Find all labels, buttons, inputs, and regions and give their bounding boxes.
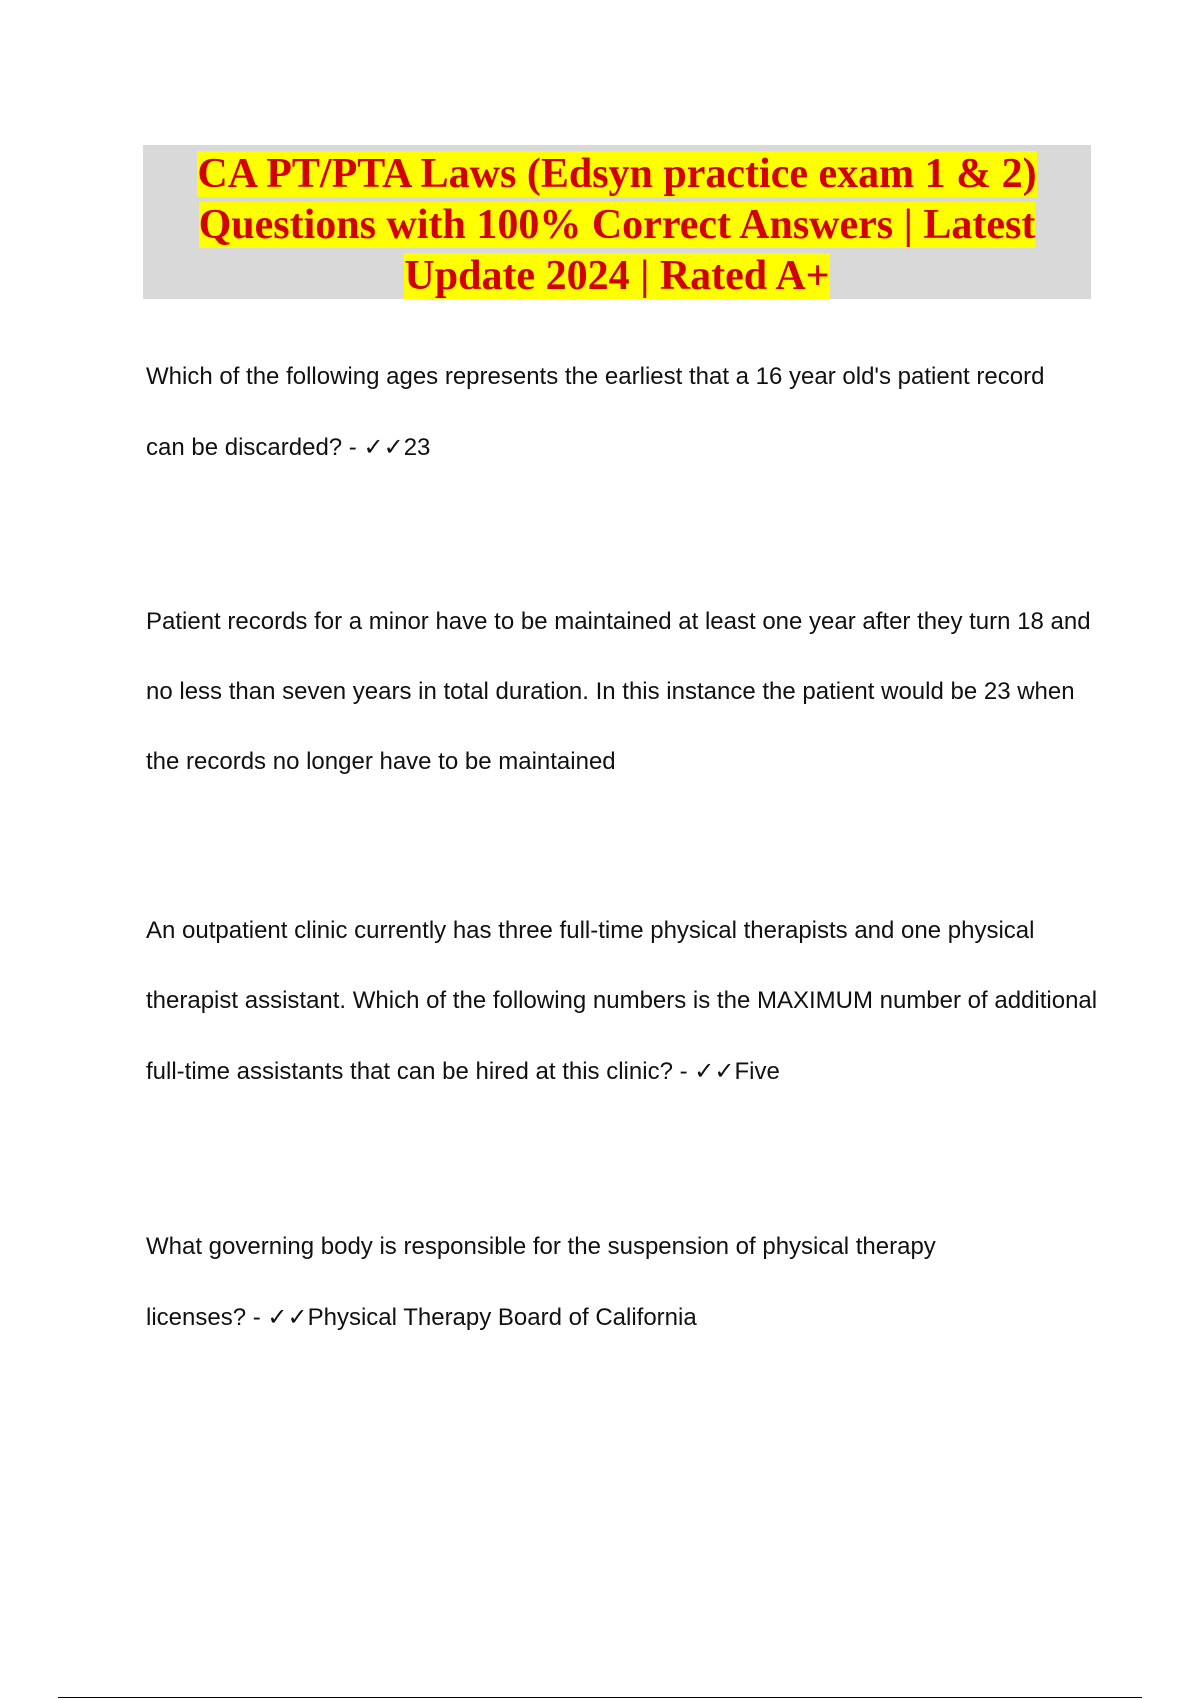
answer-1: 23	[403, 434, 431, 461]
explanation-1-text: Patient records for a minor have to be maintained at least one year after they turn 18 and no less than seven years in total duration. In this instance the patient would be 23 when the records no longer have to be maintained	[146, 608, 1091, 775]
checkmark-icon: ✓✓	[363, 433, 404, 461]
question-2-text: An outpatient clinic currently has three full-time physical therapists and one physical therapist assistant. Which of the following numbers is the MAXIMUM number of additional full-time assistants that can be hired at this clinic? -	[146, 917, 1098, 1085]
explanation-1	[146, 587, 1106, 797]
checkmark-icon: ✓✓	[267, 1303, 308, 1331]
title-line-2: Questions with 100% Correct Answers | Latest	[198, 202, 1036, 248]
title-line-3: Update 2024 | Rated A+	[404, 253, 830, 299]
question-2	[146, 896, 1106, 1107]
checkmark-icon: ✓✓	[694, 1057, 735, 1085]
question-3	[146, 1212, 1026, 1353]
footer-divider	[58, 1697, 1142, 1698]
title-line-1: CA PT/PTA Laws (Edsyn practice exam 1 & 2)	[197, 151, 1037, 197]
question-1-text: Which of the following ages represents the earliest that a 16 year old's patient record can be discarded? -	[146, 363, 1045, 461]
document-title	[143, 145, 1091, 302]
document-title-block	[143, 145, 1091, 299]
answer-2: Five	[734, 1058, 780, 1085]
question-1	[146, 342, 1046, 483]
question-3-text: What governing body is responsible for the suspension of physical therapy licenses? -	[146, 1233, 936, 1331]
answer-3: Physical Therapy Board of California	[307, 1304, 697, 1331]
